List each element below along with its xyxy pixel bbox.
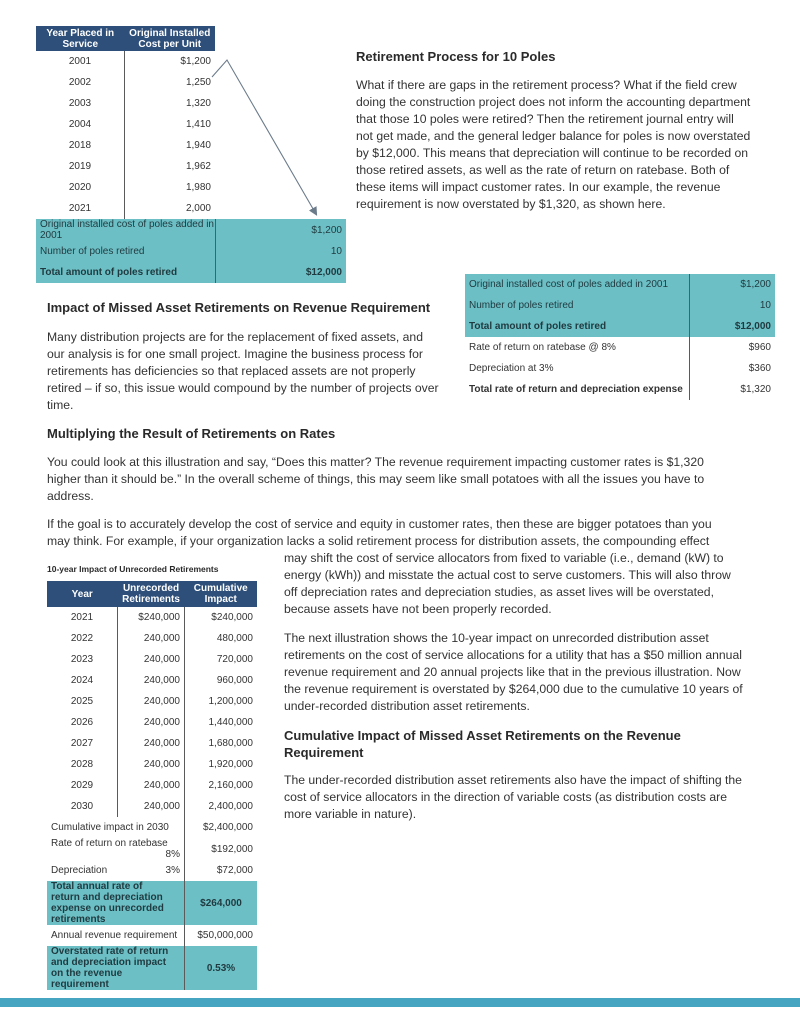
row-value: 0.53% (185, 946, 258, 990)
annual-revenue-row (47, 925, 257, 946)
row-value: $1,200 (690, 274, 776, 295)
cumulative-cell: $240,000 (211, 612, 253, 623)
year-cell: 2026 (47, 712, 118, 733)
cost-cell: 1,980 (185, 182, 211, 193)
unrecorded-cell: 240,000 (118, 796, 185, 817)
table-row (47, 775, 257, 796)
cost-cell: 2,000 (185, 203, 211, 214)
row-label: Depreciation (51, 865, 108, 876)
year-cell: 2018 (36, 135, 125, 156)
table-row (47, 691, 257, 712)
overstated-row (47, 946, 257, 990)
cumulative-cell: 1,680,000 (208, 738, 253, 749)
summary-value: $1,200 (215, 219, 346, 241)
unrecorded-header: Unrecorded Retirements (118, 581, 185, 607)
row-value: $72,000 (216, 865, 253, 876)
year-cell: 2002 (36, 72, 125, 93)
year-cell: 2029 (47, 775, 118, 796)
summary-label: Number of poles retired (36, 241, 215, 262)
section3-body3: The next illustration shows the 10-year impact on unrecorded distribution asset retirements on the cost of service allocations for a utility that has a $50 million annual revenue requirement and 20 annual projects like that in the previous illustration. Now the revenue requirement is overstated by $264,000 due to the cumulative 10 years of under-recorded distribution asset retirements. (284, 631, 743, 713)
table-row (47, 670, 257, 691)
year-cell: 2028 (47, 754, 118, 775)
year-cell: 2024 (47, 670, 118, 691)
table-row (465, 358, 775, 379)
section3-body1: You could look at this illustration and say, “Does this matter? The revenue requirement impacting customer rates is $1,320 higher than it should be.” In the overall scheme of things, this may seem like small potatoes with all the issues you have to address. (47, 455, 705, 503)
cost-cell: 1,962 (185, 161, 211, 172)
table-row (47, 754, 257, 775)
ten-year-impact-table (47, 581, 257, 990)
row-value: $1,320 (740, 384, 771, 395)
summary-label: Total amount of poles retired (36, 262, 215, 283)
year-cell: 2022 (47, 628, 118, 649)
row-value: $2,400,000 (202, 822, 253, 833)
year-cell: 2030 (47, 796, 118, 817)
unrecorded-cell: 240,000 (118, 754, 185, 775)
cumulative-header: Cumulative Impact (185, 581, 258, 607)
row-label: Total amount of poles retired (465, 316, 690, 337)
section3-body2-cont: may shift the cost of service allocators from fixed to variable (i.e., demand (kW) to energy (kWh)) and misstate the actual cost to serve customers. This will also throw off depreciation rates and depreciation studies, as asset lives will be overstated, because assets have not been properly recorded. (284, 551, 731, 616)
year-cell: 2023 (47, 649, 118, 670)
cumulative-cell: 1,440,000 (208, 717, 253, 728)
cumulative-cell: 960,000 (216, 675, 253, 686)
year-cell: 2021 (47, 607, 118, 628)
unrecorded-cell: 240,000 (118, 691, 185, 712)
cumulative-cell: 1,200,000 (208, 696, 253, 707)
table-row (465, 337, 775, 358)
cost-cell: 1,410 (185, 119, 211, 130)
section3-heading: Multiplying the Result of Retirements on Rates (47, 426, 336, 441)
depreciation-row (47, 860, 257, 881)
row-value: $192,000 (211, 843, 253, 855)
row-value: $264,000 (185, 881, 258, 925)
year-cell: 2003 (36, 93, 125, 114)
table-row (47, 649, 257, 670)
row-label: Total rate of return and depreciation expense (465, 379, 690, 400)
year-header: Year (47, 581, 118, 607)
section2-body: Many distribution projects are for the replacement of fixed assets, and our analysis is for one small project. Imagine the business process for retirements has deficiencies so that replaced assets are not properly retired – if so, this issue would compound by the number of projects over time. (47, 330, 439, 412)
summary-value: $12,000 (215, 262, 346, 283)
year-cell: 2021 (36, 198, 125, 219)
year-cell: 2001 (36, 51, 125, 72)
row-value: $50,000,000 (197, 930, 253, 941)
row-value: $960 (748, 342, 771, 353)
cost-cell: 1,320 (185, 98, 211, 109)
unrecorded-cell: 240,000 (118, 628, 185, 649)
unrecorded-cell: 240,000 (118, 649, 185, 670)
row-value: $12,000 (690, 316, 776, 337)
row-value: $360 (748, 363, 771, 374)
row-value: 10 (690, 295, 776, 316)
unrecorded-cell: $240,000 (118, 607, 185, 628)
table-row (465, 379, 775, 400)
row-label: Cumulative impact in 2030 (47, 817, 185, 838)
cumulative-cell: 2,160,000 (208, 780, 253, 791)
arrow-line (212, 60, 316, 214)
cumulative-cell: 1,920,000 (208, 759, 253, 770)
row-label: Original installed cost of poles added in 2001 (465, 274, 690, 295)
row-label: Number of poles retired (465, 295, 690, 316)
footer-bar (0, 998, 800, 1007)
row-label: Total annual rate of return and depreciation expense on unrecorded retirements (47, 881, 185, 925)
cumulative-2030-row (47, 817, 257, 838)
unrecorded-cell: 240,000 (118, 775, 185, 796)
section3-body2: If the goal is to accurately develop the cost of service and equity in customer rates, then these are bigger potatoes than you may think. For example, if your organization lacks a solid retirement process for distribution assets, the compounding effect (47, 517, 712, 548)
revenue-impact-table (465, 274, 775, 400)
table-header-row (47, 581, 257, 607)
section4-body: The under-recorded distribution asset retirements also have the impact of shifting the cost of service allocators in the direction of variable costs (as distribution costs are more variable in nature). (284, 773, 742, 821)
year-cell: 2020 (36, 177, 125, 198)
table-row (47, 628, 257, 649)
row-label: Overstated rate of return and depreciation impact on the revenue requirement (47, 946, 185, 990)
table-row (47, 607, 257, 628)
cumulative-cell: 720,000 (216, 654, 253, 665)
year-cell: 2025 (47, 691, 118, 712)
table-row (465, 295, 775, 316)
row-pct: 8% (165, 849, 180, 860)
cumulative-cell: 2,400,000 (208, 801, 253, 812)
row-pct: 3% (165, 865, 180, 876)
rate-of-return-row (47, 838, 257, 860)
section4-heading: Cumulative Impact of Missed Asset Retirements on the Revenue Requirement (284, 728, 681, 760)
row-label: Rate of return on ratebase @ 8% (465, 337, 690, 358)
row-label: Rate of return on ratebase (51, 838, 168, 849)
ten-year-table-title: 10-year Impact of Unrecorded Retirements (47, 564, 219, 574)
table-row (465, 316, 775, 337)
installed-cost-header: Original Installed Cost per Unit (125, 26, 216, 51)
cumulative-cell: 480,000 (216, 633, 253, 644)
year-cell: 2004 (36, 114, 125, 135)
year-placed-header: Year Placed in Service (36, 26, 125, 51)
total-annual-row (47, 881, 257, 925)
section1-heading: Retirement Process for 10 Poles (356, 49, 556, 64)
summary-value: 10 (215, 241, 346, 262)
unrecorded-cell: 240,000 (118, 733, 185, 754)
row-label: Annual revenue requirement (47, 925, 185, 946)
section2-heading: Impact of Missed Asset Retirements on Revenue Requirement (47, 300, 431, 315)
row-label: Depreciation at 3% (465, 358, 690, 379)
table-row (465, 274, 775, 295)
cost-cell: 1,250 (185, 77, 211, 88)
year-cell: 2027 (47, 733, 118, 754)
table-row (47, 796, 257, 817)
unrecorded-cell: 240,000 (118, 670, 185, 691)
unrecorded-cell: 240,000 (118, 712, 185, 733)
section1-body: What if there are gaps in the retirement process? What if the field crew doing the construction project does not inform the accounting department that those 10 poles were retired? Then the retirement journal entry will not get made, and the general ledger balance for poles is now overstated by $12,000. This means that depreciation will continue to be recorded on those retired assets, as well as the rate of return on ratebase. Both of these items will impact customer rates. In our example, the revenue requirement is now overstated by $1,320, as shown here. (356, 78, 751, 211)
cost-cell: $1,200 (180, 56, 211, 67)
cost-cell: 1,940 (185, 140, 211, 151)
year-cell: 2019 (36, 156, 125, 177)
table-row (47, 733, 257, 754)
table-row (47, 712, 257, 733)
summary-label: Original installed cost of poles added in 2001 (36, 219, 215, 241)
